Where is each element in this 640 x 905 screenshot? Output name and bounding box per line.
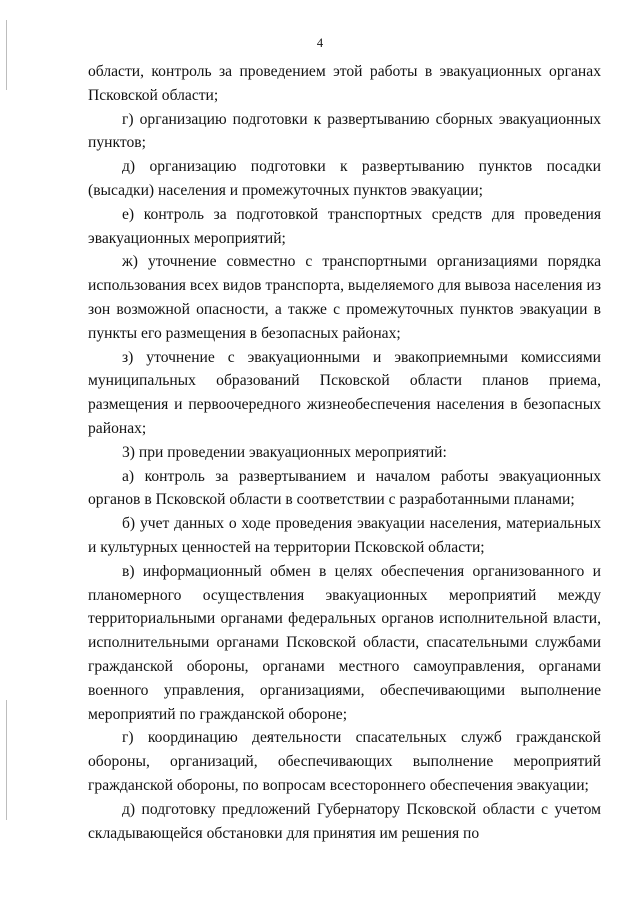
- paragraph: в) информационный обмен в целях обеспечения организованного и планомерного осуществления эвакуационных мероприятий между территориальными органами федеральных органов исполнительной власти, исполнительными органами Псковской области, спасательными службами гражданской обороны, органами местного самоуправления, органами военного управления, организациями, обеспечивающими выполнение мероприятий по гражданской обороне;: [88, 562, 601, 723]
- paragraph: ж) уточнение совместно с транспортными организациями порядка использования всех видов транспорта, выделяемого для вывоза населения из зон возможной опасности, а также с промежуточных пунктов эвакуации в пункты его размещения в безопасных районах;: [88, 253, 601, 342]
- paragraph: а) контроль за развертыванием и началом работы эвакуационных органов в Псковской области в соответствии с разработанными планами;: [88, 467, 601, 509]
- document-body: [88, 60, 601, 845]
- paragraph: г) организацию подготовки к развертыванию сборных эвакуационных пунктов;: [88, 110, 601, 152]
- paragraph: 3) при проведении эвакуационных мероприятий:: [122, 443, 447, 461]
- paragraph: д) организацию подготовки к развертыванию пунктов посадки (высадки) населения и промежуточных пунктов эвакуации;: [88, 158, 601, 199]
- paragraph: г) координацию деятельности спасательных служб гражданской обороны, организаций, обеспечивающих выполнение мероприятий гражданской обороны, по вопросам всестороннего обеспечения эвакуации;: [88, 729, 601, 794]
- scan-edge-mark: [6, 20, 7, 90]
- paragraph: б) учет данных о ходе проведения эвакуации населения, материальных и культурных ценностей на территории Псковской области;: [88, 515, 601, 556]
- paragraph: области, контроль за проведением этой работы в эвакуационных органах Псковской области;: [88, 63, 601, 104]
- paragraph: д) подготовку предложений Губернатору Псковской области с учетом складывающейся обстановки для принятия им решения по: [88, 800, 601, 842]
- paragraph: е) контроль за подготовкой транспортных средств для проведения эвакуационных мероприятий;: [88, 205, 601, 247]
- scan-edge-mark: [6, 700, 7, 820]
- paragraph: з) уточнение с эвакуационными и эвакоприемными комиссиями муниципальных образований Псковской области планов приема, размещения и первоочередного жизнеобеспечения населения в безопасных районах;: [88, 348, 601, 437]
- page-number: 4: [316, 36, 324, 50]
